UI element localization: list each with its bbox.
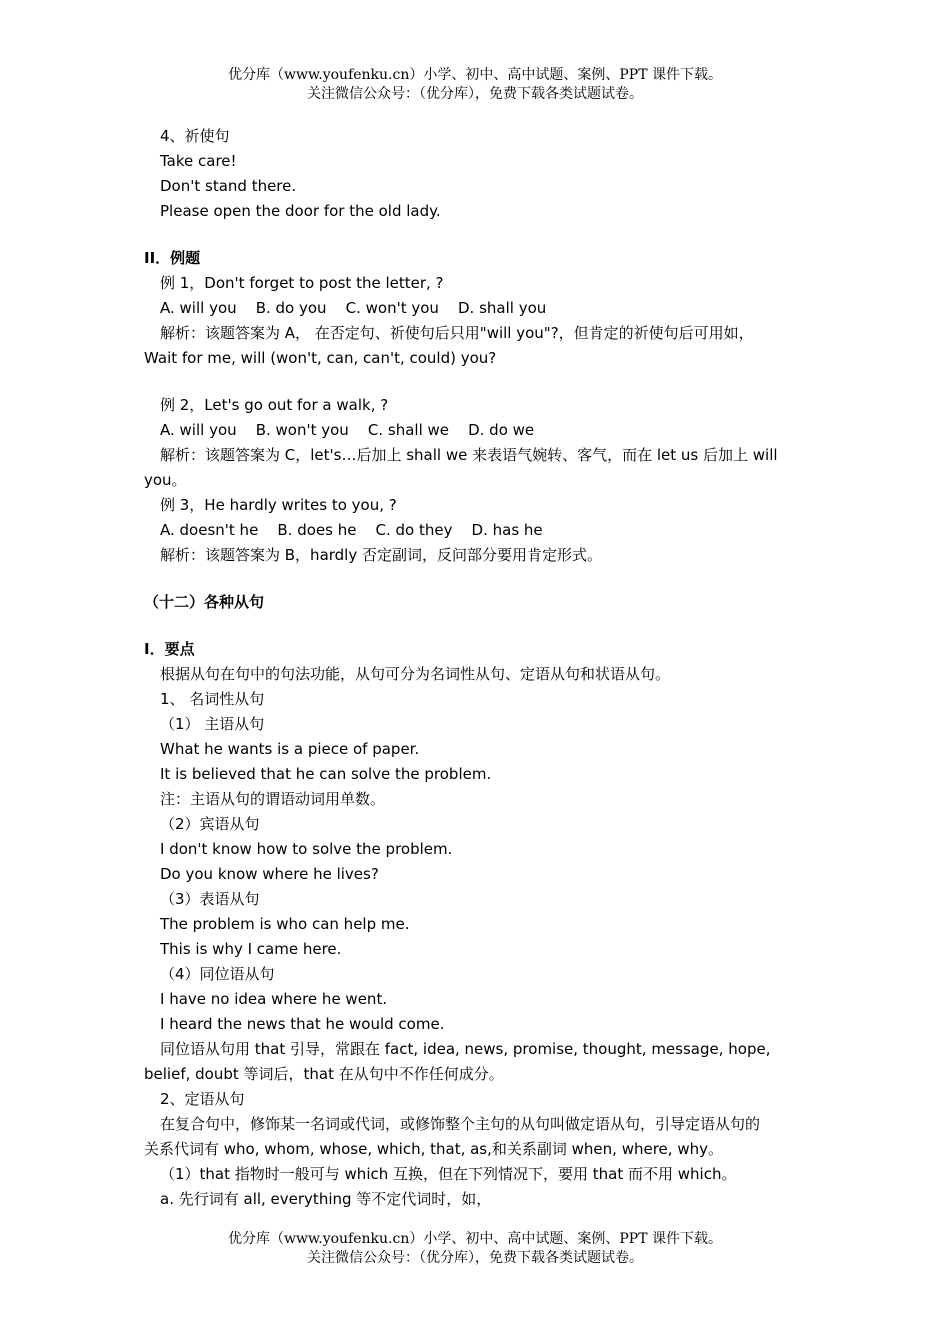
appositive-clause-example: I have no idea where he went.	[160, 990, 388, 1008]
footer-line-1: 优分库（www.youfenku.cn）小学、初中、高中试题、案例、PPT 课件下载。	[227, 1231, 722, 1247]
appositive-clause-example: I heard the news that he would come.	[160, 1015, 445, 1033]
examples-heading: II．例题	[144, 249, 201, 267]
appositive-clause-note: 同位语从句用 that 引导，常跟在 fact, idea, news, promise, thought, message, hope,	[160, 1040, 771, 1058]
subject-clause-title: （1） 主语从句	[160, 715, 265, 733]
predicative-clause-title: （3）表语从句	[160, 890, 260, 908]
section-12-title: （十二）各种从句	[144, 593, 265, 611]
example-1-options: A. will you B. do you C. won't you D. shall you	[160, 299, 547, 317]
noun-clause-title: 1、 名词性从句	[160, 690, 265, 708]
example-2-question: 例 2，Let's go out for a walk, ?	[160, 396, 389, 414]
object-clause-example: Do you know where he lives?	[160, 865, 379, 883]
subject-clause-example: What he wants is a piece of paper.	[160, 740, 420, 758]
attributive-clause-intro: 在复合句中，修饰某一名词或代词，或修饰整个主句的从句叫做定语从句，引导定语从句的	[160, 1115, 761, 1133]
that-which-rule: （1）that 指物时一般可与 which 互换，但在下列情况下，要用 that 而不用 which。	[160, 1165, 737, 1183]
predicative-clause-example: The problem is who can help me.	[160, 915, 410, 933]
object-clause-title: （2）宾语从句	[160, 815, 260, 833]
imperative-title: 4、祈使句	[160, 127, 230, 145]
footer-line-2: 关注微信公众号：（优分库），免费下载各类试题试卷。	[307, 1250, 643, 1266]
predicative-clause-example: This is why I came here.	[160, 940, 342, 958]
example-2-analysis-cont: you。	[144, 471, 187, 489]
page-footer	[0, 1230, 950, 1268]
points-heading: I．要点	[144, 640, 195, 658]
example-1-analysis-cont: Wait for me, will (won't, can, can't, could) you?	[144, 349, 497, 367]
example-3-analysis: 解析：该题答案为 B，hardly 否定副词，反问部分要用肯定形式。	[160, 546, 602, 564]
page-header	[0, 66, 950, 104]
example-3-question: 例 3，He hardly writes to you, ?	[160, 496, 397, 514]
clauses-intro: 根据从句在句中的句法功能，从句可分为名词性从句、定语从句和状语从句。	[160, 665, 671, 683]
object-clause-example: I don't know how to solve the problem.	[160, 840, 453, 858]
subject-clause-example: It is believed that he can solve the problem.	[160, 765, 492, 783]
example-2-analysis: 解析：该题答案为 C，let's…后加上 shall we 来表语气婉转、客气，而在 let us 后加上 will	[160, 446, 778, 464]
example-1-question: 例 1，Don't forget to post the letter, ?	[160, 274, 444, 292]
example-2-options: A. will you B. won't you C. shall we D. do we	[160, 421, 535, 439]
rule-a: a. 先行词有 all, everything 等不定代词时，如，	[160, 1190, 492, 1208]
attributive-clause-title: 2、定语从句	[160, 1090, 245, 1108]
appositive-clause-note-cont: belief, doubt 等词后，that 在从句中不作任何成分。	[144, 1065, 504, 1083]
imperative-example: Don't stand there.	[160, 177, 297, 195]
attributive-clause-intro-cont: 关系代词有 who, whom, whose, which, that, as,和关系副词 when, where, why。	[144, 1140, 723, 1158]
appositive-clause-title: （4）同位语从句	[160, 965, 275, 983]
example-3-options: A. doesn't he B. does he C. do they D. has he	[160, 521, 543, 539]
imperative-example: Please open the door for the old lady.	[160, 202, 441, 220]
example-1-analysis: 解析：该题答案为 A， 在否定句、祈使句后只用"will you"?，但肯定的祈使句后可用如，	[160, 324, 754, 342]
subject-clause-note: 注：主语从句的谓语动词用单数。	[160, 790, 386, 808]
document-body	[144, 124, 812, 1212]
header-line-1: 优分库（www.youfenku.cn）小学、初中、高中试题、案例、PPT 课件下载。	[227, 67, 722, 83]
header-line-2: 关注微信公众号：（优分库），免费下载各类试题试卷。	[307, 86, 643, 102]
imperative-example: Take care!	[160, 152, 237, 170]
